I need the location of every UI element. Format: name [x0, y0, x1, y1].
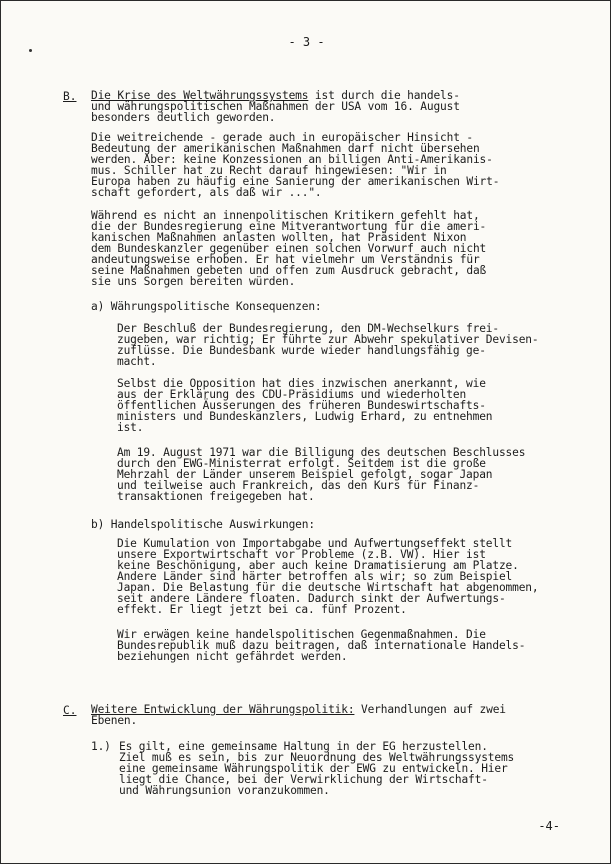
subsection-a-p3-line: Mehrzahl der Länder unserem Beispiel gefolgt, sogar Japan [117, 468, 493, 481]
section-b-title: Die Krise des Weltwährungssystems [91, 89, 309, 102]
item-1-line: Ziel muß es sein, bis zur Neuordnung des Weltwährungssystems [119, 751, 515, 764]
section-b-line: und währungspolitischen Maßnahmen der USA vom 16. August [91, 100, 460, 113]
subsection-b-p1-line: keine Beschönigung, aber auch keine Dramatisierung am Platze. [117, 559, 519, 572]
subsection-a-p3-line: Am 19. August 1971 war die Billigung des deutschen Beschlusses [117, 446, 526, 459]
section-b-line: besonders deutlich geworden. [91, 111, 276, 124]
section-b-p2-line: Die weitreichende - gerade auch in europäischer Hinsicht - [91, 131, 473, 144]
subsection-b-p1-line: effekt. Er liegt jetzt bei ca. fünf Prozent. [117, 603, 407, 616]
subsection-a-p2-line: aus der Erklärung des CDU-Präsidiums und wiederholten [117, 388, 467, 401]
item-1-line: Es gilt, eine gemeinsame Haltung in der EG herzustellen. [119, 740, 488, 753]
subsection-a-p2-line: ist. [117, 421, 144, 434]
subsection-b-p1-line: Andere Länder sind härter betroffen als wir; so zum Beispiel [117, 570, 513, 583]
section-b-p3-line: dem Bundeskanzler gegenüber einen solchen Vorwurf auch nicht [91, 242, 487, 255]
subsection-a-p2-line: öffentlichen Äusserungen des früheren Bundeswirtschafts- [117, 399, 486, 412]
section-b-p3-line: Während es nicht an innenpolitischen Kritikern gefehlt hat, [91, 209, 480, 222]
section-b-p3-line: kanischen Maßnahmen anlasten wollten, hat Präsident Nixon [91, 231, 467, 244]
next-page-marker: -4- [538, 819, 560, 833]
section-c-line: Ebenen. [91, 714, 138, 727]
page-number: - 3 - [288, 35, 325, 49]
subsection-a-p3-line: und teilweise auch Frankreich, das den Kurs für Finanz- [117, 479, 480, 492]
subsection-b-p1-line: seit andere Ländere floaten. Dadurch sinkt der Aufwertungs- [117, 592, 506, 605]
item-1-line: eine gemeinsame Währungspolitik der EWG zu entwickeln. Hier [119, 762, 508, 775]
subsection-b-p2-line: Wir erwägen keine handelspolitischen Gegenmaßnahmen. Die [117, 628, 486, 641]
subsection-b-p1-line: Japan. Die Belastung für die deutsche Wirtschaft hat abgenommen, [117, 581, 539, 594]
subsection-a-p3-line: durch den EWG-Ministerrat erfolgt. Seitdem ist die große [117, 457, 486, 470]
section-b-label: B. [63, 90, 77, 103]
subsection-b-heading: b) Handelspolitische Auswirkungen: [91, 518, 315, 531]
subsection-b-p1-line: Die Kumulation von Importabgabe und Aufwertungseffekt stellt [117, 537, 513, 550]
subsection-b-p2-line: beziehungen nicht gefährdet werden. [117, 650, 348, 663]
section-b-p3-line: andeutungsweise erhoben. Er hat vielmehr um Verständnis für [91, 253, 480, 266]
subsection-b-p1-line: unsere Exportwirtschaft vor Probleme (z.B. VW). Hier ist [117, 548, 486, 561]
section-b-p3-line: seine Maßnahmen gebeten und offen zum Ausdruck gebracht, daß [91, 264, 487, 277]
section-b-p2-line: mus. Schiller hat zu Recht darauf hingewiesen: "Wir in [91, 164, 447, 177]
subsection-a-p2-line: ministers und Bundeskanzlers, Ludwig Erhard, zu entnehmen [117, 410, 493, 423]
section-b-p2-line: werden. Aber: keine Konzessionen an billigen Anti-Amerikanis- [91, 153, 493, 166]
subsection-a-p3-line: transaktionen freigegeben hat. [117, 490, 315, 503]
subsection-a-p2-line: Selbst die Opposition hat dies inzwischen anerkannt, wie [117, 377, 486, 390]
section-b-p2-line: Europa haben zu häufig eine Sanierung der amerikanischen Wirt- [91, 175, 500, 188]
section-c-title-line [91, 704, 506, 715]
subsection-b-p2-line: Bundesrepublik muß dazu beitragen, daß internationale Handels- [117, 639, 526, 652]
subsection-a-p1-line: Der Beschluß der Bundesregierung, den DM-Wechselkurs frei- [117, 322, 499, 335]
section-b-title-rest: ist durch die handels- [308, 89, 460, 102]
section-b-p2-line: schaft gefordert, als daß wir ...". [91, 186, 322, 199]
item-1-label: 1.) [91, 740, 111, 753]
section-b-p2-line: Bedeutung der amerikanischen Maßnahmen darf nicht übersehen [91, 142, 480, 155]
subsection-a-p1-line: zugeben, war richtig; Er führte zur Abwehr spekulativer Devisen- [117, 333, 539, 346]
section-b-p3-line: sie uns Sorgen bereiten würden. [91, 275, 296, 288]
section-c-label: C. [63, 704, 77, 717]
section-b-p3-line: die der Bundesregierung eine Mitverantwortung für die ameri- [91, 220, 487, 233]
subsection-a-p1-line: zuflüsse. Die Bundesbank wurde wieder handlungsfähig ge- [117, 344, 486, 357]
section-c-title: Weitere Entwicklung der Währungspolitik: [91, 703, 355, 716]
scan-speck [29, 49, 32, 52]
subsection-a-p1-line: macht. [117, 355, 157, 368]
subsection-a-heading: a) Währungspolitische Konsequenzen: [91, 300, 322, 313]
item-1-line: liegt die Chance, bei der Verwirklichung der Wirtschaft- [119, 773, 488, 786]
section-c-title-rest: Verhandlungen auf zwei [354, 703, 506, 716]
item-1-line: und Währungsunion voranzukommen. [119, 784, 330, 797]
